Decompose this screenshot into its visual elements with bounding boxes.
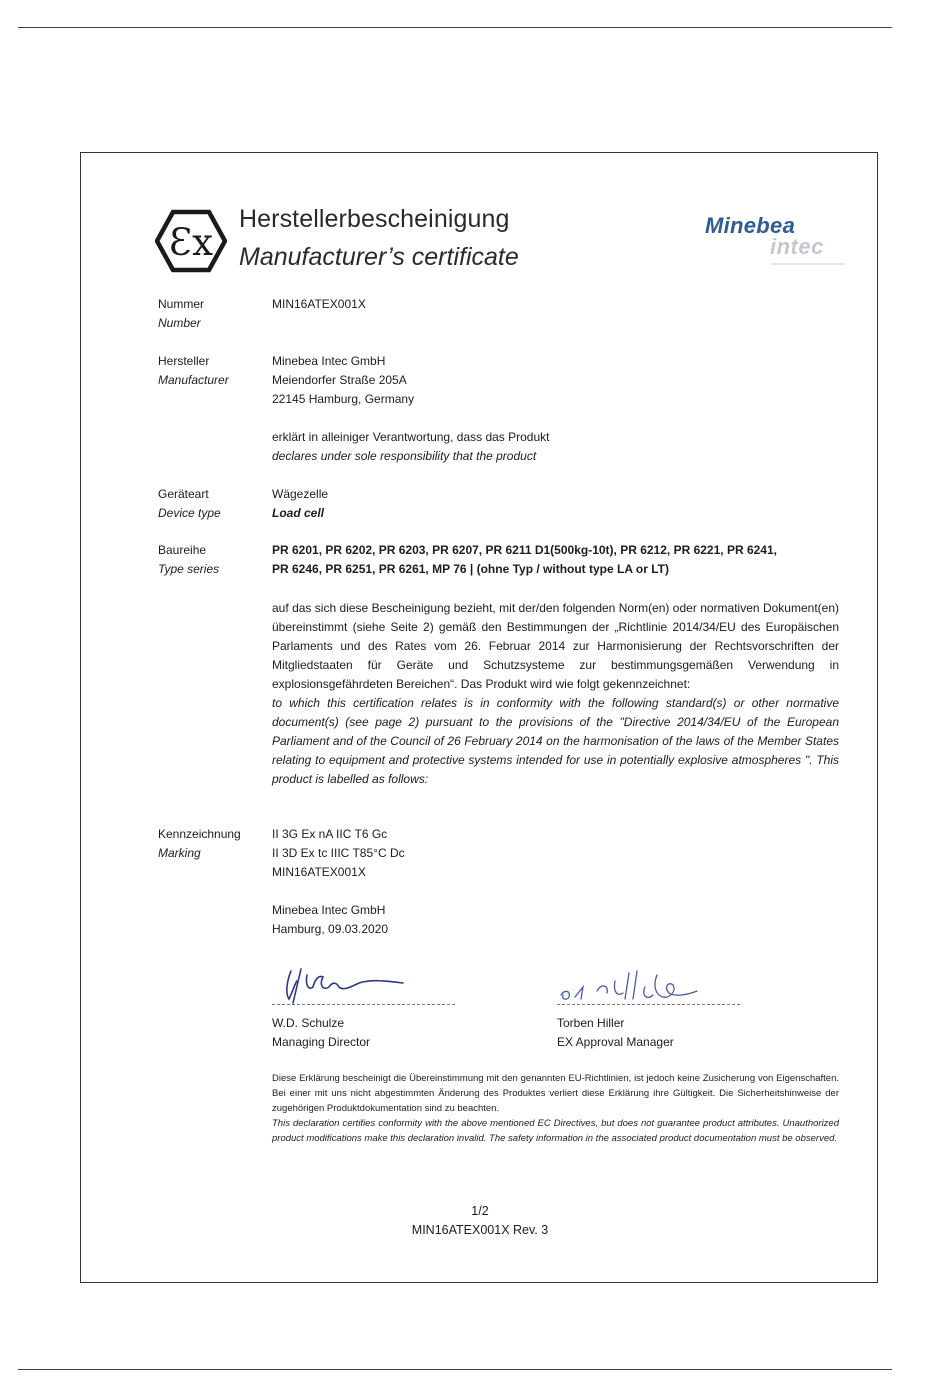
marking-gas: II 3G Ex nA IIC T6 Gc xyxy=(272,827,388,841)
signatory-2-name: Torben Hiller xyxy=(557,1016,625,1030)
brand-word-minebea: Minebea xyxy=(705,213,796,238)
svg-text:Ɛx: Ɛx xyxy=(169,221,213,264)
page-indicator: 1/2 xyxy=(471,1204,489,1218)
type-series-value xyxy=(272,541,839,579)
signatory-2-title: EX Approval Manager xyxy=(557,1035,674,1049)
page-bottom-rule xyxy=(18,1369,892,1370)
certificate-number: MIN16ATEX001X xyxy=(272,297,366,311)
declaration-statement xyxy=(272,428,839,466)
device-type-label-de: Geräteart xyxy=(158,487,209,501)
manufacturer-label xyxy=(158,352,268,390)
certificate-footer xyxy=(81,1202,879,1240)
signatory-1-title: Managing Director xyxy=(272,1035,371,1049)
manufacturer-label-de: Hersteller xyxy=(158,354,210,368)
signatory-1 xyxy=(272,1014,370,1052)
document-reference: MIN16ATEX001X Rev. 3 xyxy=(411,1223,549,1237)
disclaimer-de: Diese Erklärung bescheinigt die Übereinstimmung mit den genannten EU-Richtlinien, ist jedoch keine Zusicherung von Eigenschaften. Bei einer mit uns nicht abgestimmten Änderung des Produktes verliert diese Erklärung ihre Gültigkeit. Die Sicherheitshinweise der zugehörigen Produktdokumentation sind zu beachten. xyxy=(272,1073,839,1114)
type-series-line-1: PR 6201, PR 6202, PR 6203, PR 6207, PR 6211 D1(500kg-10t), PR 6212, PR 6221, PR 6241, xyxy=(272,543,777,557)
issue-block xyxy=(272,901,839,939)
issue-place-date: Hamburg, 09.03.2020 xyxy=(272,922,389,936)
signatory-1-name: W.D. Schulze xyxy=(272,1016,345,1030)
declaration-de: erklärt in alleiniger Verantwortung, dass das Produkt xyxy=(272,430,550,444)
manufacturer-city: 22145 Hamburg, Germany xyxy=(272,392,415,406)
device-type-label xyxy=(158,485,268,523)
disclaimer-en: This declaration certifies conformity with the above mentioned EC Directives, but does not guarantee product attributes. Unauthorized product modifications make this declaration invalid. The safety information in the associated product documentation must be observed. xyxy=(272,1118,839,1144)
number-label xyxy=(158,295,268,333)
page-top-rule xyxy=(18,27,892,28)
marking-cert-number: MIN16ATEX001X xyxy=(272,865,366,879)
number-label-en: Number xyxy=(158,316,201,330)
ex-hexagon-icon xyxy=(155,209,227,273)
manufacturer-name: Minebea Intec GmbH xyxy=(272,354,386,368)
signature-line-2 xyxy=(557,1004,740,1005)
title-english: Manufacturer’s certificate xyxy=(239,243,519,271)
marking-dust: II 3D Ex tc IIIC T85°C Dc xyxy=(272,846,405,860)
device-type-de: Wägezelle xyxy=(272,487,329,501)
brand-word-intec: intec xyxy=(770,234,824,259)
issuer-company: Minebea Intec GmbH xyxy=(272,903,386,917)
number-label-de: Nummer xyxy=(158,297,205,311)
type-series-label xyxy=(158,541,268,579)
type-series-line-2: PR 6246, PR 6251, PR 6261, MP 76 | (ohne Typ / without type LA or LT) xyxy=(272,562,670,576)
signature-hiller xyxy=(557,961,707,1007)
conformity-paragraph xyxy=(272,599,839,789)
manufacturer-label-en: Manufacturer xyxy=(158,373,229,387)
type-series-label-de: Baureihe xyxy=(158,543,207,557)
marking-label-en: Marking xyxy=(158,846,201,860)
certificate-scan xyxy=(80,152,878,1283)
marking-label xyxy=(158,825,268,863)
manufacturer-address xyxy=(272,352,839,409)
number-value xyxy=(272,295,839,314)
type-series-label-en: Type series xyxy=(158,562,220,576)
conformity-de: auf das sich diese Bescheinigung bezieht, mit der/den folgenden Norm(en) oder normativen Dokument(en) übereinstimmt (siehe Seite 2) gemäß den Bestimmungen der „Richtlinie 2014/34/EU des Europäischen Parlaments und des Rates vom 26. Februar 2014 zur Harmonisierung der Rechtsvorschriften der Mitgliedstaaten für Geräte und Schutzsysteme zur bestimmungsgemäßen Verwendung in explosionsgefährdeten Bereichen“. Das Produkt wird wie folgt gekennzeichnet: xyxy=(272,601,839,691)
minebea-intec-logo xyxy=(705,213,851,273)
signatory-2 xyxy=(557,1014,674,1052)
signature-schulze xyxy=(279,961,419,1007)
marking-value xyxy=(272,825,839,882)
disclaimer xyxy=(272,1071,839,1146)
marking-label-de: Kennzeichnung xyxy=(158,827,241,841)
declaration-en: declares under sole responsibility that the product xyxy=(272,449,537,463)
device-type-value xyxy=(272,485,839,523)
device-type-en: Load cell xyxy=(272,506,325,520)
signature-line-1 xyxy=(272,1004,455,1005)
manufacturer-street: Meiendorfer Straße 205A xyxy=(272,373,407,387)
brand-tagline-bar xyxy=(771,263,845,265)
title-german: Herstellerbescheinigung xyxy=(239,205,510,233)
conformity-en: to which this certification relates is in conformity with the following standard(s) or other normative document(s) (see page 2) pursuant to the provisions of the "Directive 2014/34/EU of the European Parliament and of the Council of 26 February 2014 on the harmonisation of the laws of the Member States relating to equipment and protective systems intended for use in potentially explosive atmospheres ". This product is labelled as follows: xyxy=(272,696,839,786)
device-type-label-en: Device type xyxy=(158,506,221,520)
